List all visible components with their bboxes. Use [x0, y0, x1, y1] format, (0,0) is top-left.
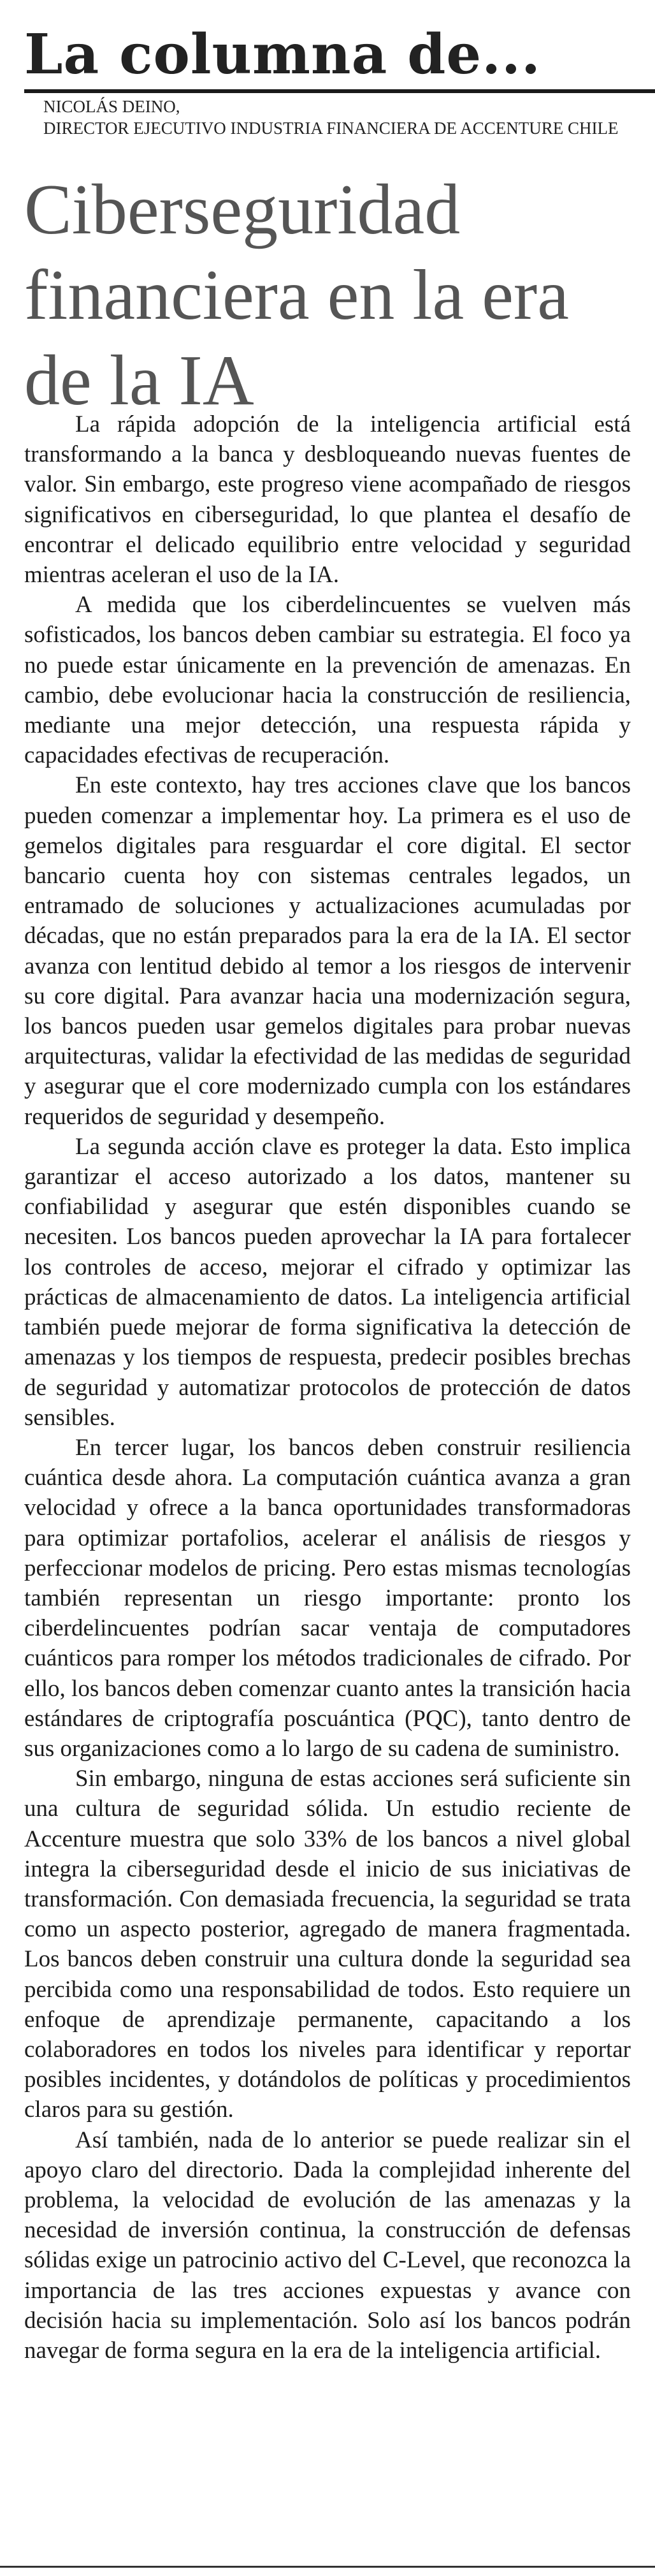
paragraph: A medida que los ciberdelincuentes se vuelven más sofisticados, los bancos deben cambiar su estrategia. El foco ya no puede estar únicamente en la prevención de amenazas. En cambio, debe evolucionar hacia la construcción de resiliencia, mediante una mejor detección, una respuesta rápida y capacidades efectivas de recuperación. — [24, 592, 631, 769]
paragraph: La rápida adopción de la inteligencia artificial está transformando a la banca y desbloqueando nuevas fuentes de valor. Sin embargo, este progreso viene acompañado de riesgos significativos en ciberseguridad, lo que plantea el desafío de encontrar el delicado equilibrio entre velocidad y seguridad mientras aceleran el uso de la IA. — [24, 411, 631, 589]
paragraph: La segunda acción clave es proteger la data. Esto implica garantizar el acceso autorizado a los datos, mantener su confiabilidad y asegurar que estén disponibles cuando se necesiten. Los bancos pueden aprovechar la IA para fortalecer los controles de acceso, mejorar el cifrado y optimizar las prácticas de almacenamiento de datos. La inteligencia artificial también puede mejorar de forma significativa la detección de amenazas y los tiempos de respuesta, predecir posibles brechas de seguridad y automatizar protocolos de protección de datos sensibles. — [24, 1133, 631, 1431]
paragraph: Sin embargo, ninguna de estas acciones será suficiente sin una cultura de seguridad sólida. Un estudio reciente de Accenture muestra que solo 33% de los bancos a nivel global integra la ciberseguridad desde el inicio de sus iniciativas de transformación. Con demasiada frecuencia, la seguridad se trata como un aspecto posterior, agregado de manera fragmentada. Los bancos deben construir una cultura donde la seguridad sea percibida como una responsabilidad de todos. Esto requiere un enfoque de aprendizaje permanente, capacitando a los colaboradores en todos los niveles para identificar y reportar posibles incidentes, y dotándolos de políticas y procedimientos claros para su gestión. — [24, 1766, 631, 2123]
paragraph: En tercer lugar, los bancos deben construir resiliencia cuántica desde ahora. La computación cuántica avanza a gran velocidad y ofrece a la banca oportunidades transformadoras para optimizar portafolios, acelerar el análisis de riesgos y perfeccionar modelos de pricing. Pero estas mismas tecnologías también representan un riesgo importante: pronto los ciberdelincuentes podrían sacar ventaja de computadores cuánticos para romper los métodos tradicionales de cifrado. Por ello, los bancos deben comenzar cuanto antes la transición hacia estándares de criptografía poscuántica (PQC), tanto dentro de sus organizaciones como a lo largo de su cadena de suministro. — [24, 1434, 631, 1762]
author-name: NICOLÁS DEINO, — [43, 97, 180, 116]
column-header: La columna de... — [24, 22, 541, 87]
header-rule — [24, 89, 655, 93]
paragraph: En este contexto, hay tres acciones clave que los bancos pueden comenzar a implementar hoy. La primera es el uso de gemelos digitales para resguardar el core digital. El sector bancario cuenta hoy con sistemas centrales legados, un entramado de soluciones y actualizaciones acumuladas por décadas, que no están preparados para la era de la IA. El sector avanza con lentitud debido al temor a los riesgos de intervenir su core digital. Para avanzar hacia una modernización segura, los bancos pueden usar gemelos digitales para probar nuevas arquitecturas, validar la efectividad de las medidas de seguridad y asegurar que el core modernizado cumpla con los estándares requeridos de seguridad y desempeño. — [24, 772, 631, 1130]
paragraph: Así también, nada de lo anterior se puede realizar sin el apoyo claro del directorio. Dada la complejidad inherente del problema, la velocidad de evolución de las amenazas y la necesidad de inversión continua, la construcción de defensas sólidas exige un patrocinio activo del C-Level, que reconozca la importancia de las tres acciones expuestas y avance con decisión hacia su implementación. Solo así los bancos podrán navegar de forma segura en la era de la inteligencia artificial. — [24, 2126, 631, 2364]
author-role: DIRECTOR EJECUTIVO INDUSTRIA FINANCIERA DE ACCENTURE CHILE — [43, 119, 619, 138]
article-body — [24, 409, 631, 2366]
article-title: Ciberseguridad financiera en la era de la IA — [24, 170, 569, 420]
footer-rule — [0, 2566, 655, 2568]
author-block — [43, 96, 642, 139]
